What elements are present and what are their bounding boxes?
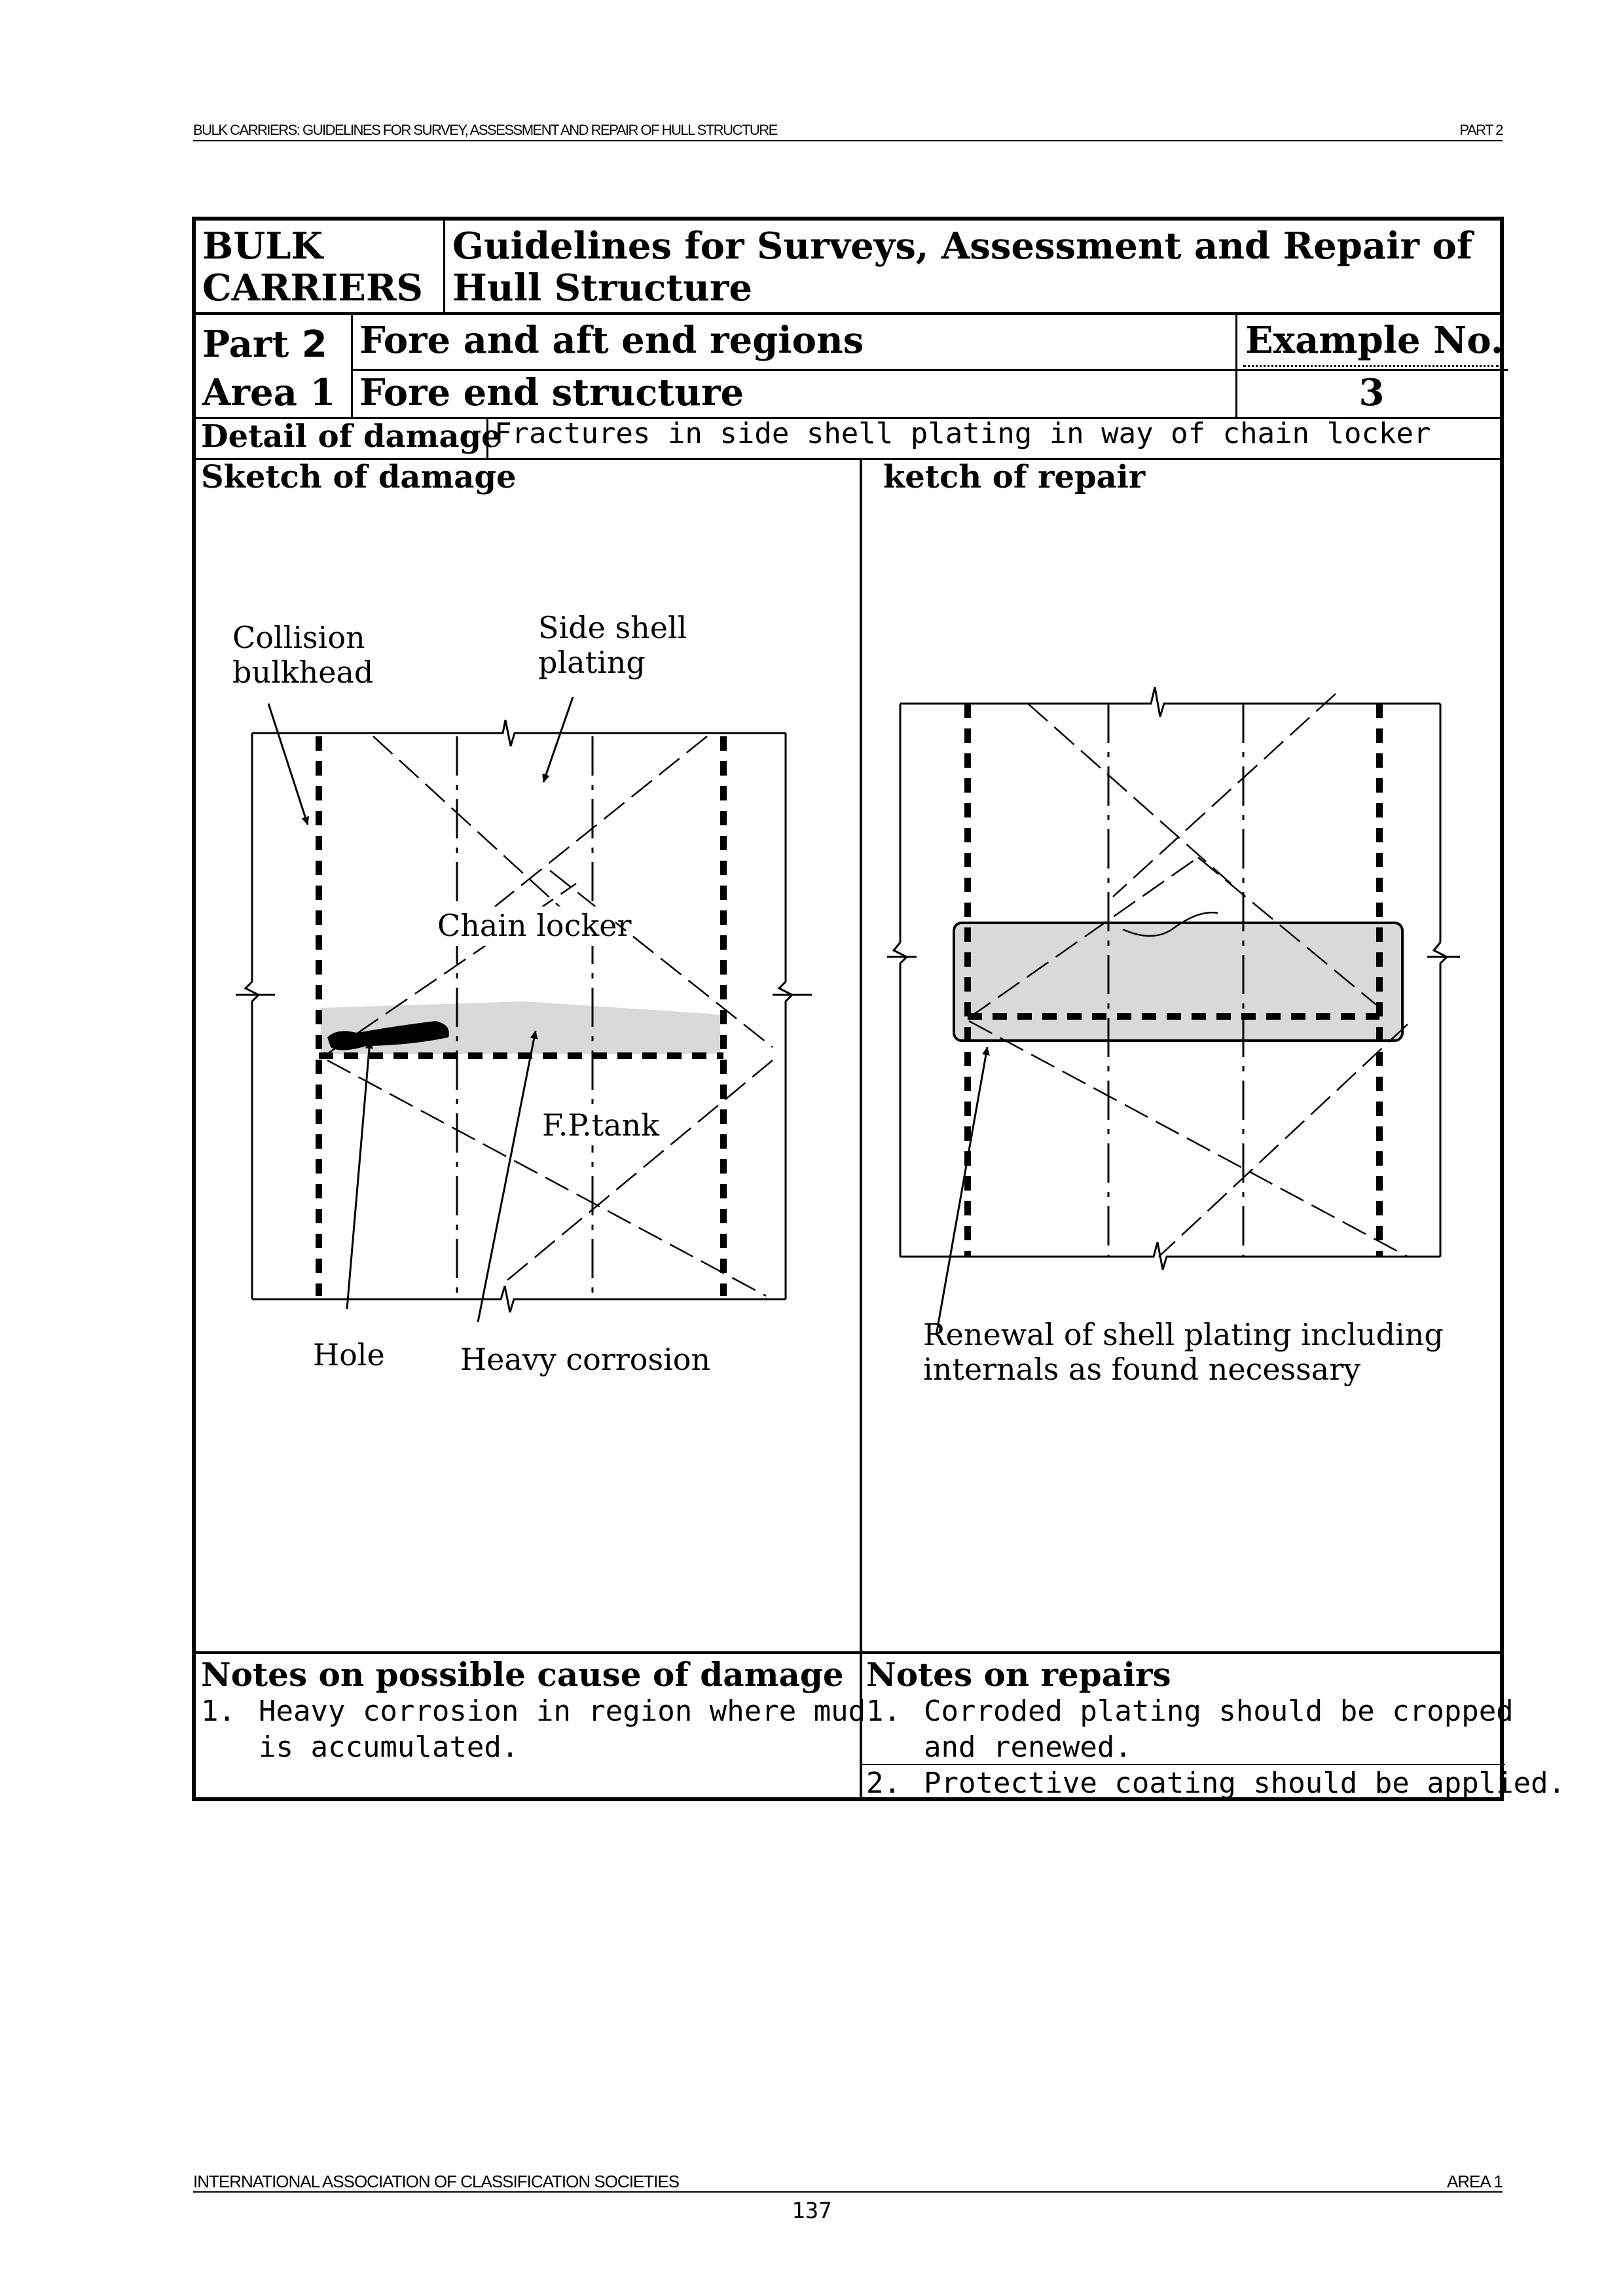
label-hole: Hole xyxy=(313,1337,385,1372)
label-renewal-2: internals as found necessary xyxy=(923,1352,1361,1387)
header-part: PART 2 xyxy=(1459,122,1503,138)
repair-leader xyxy=(936,1047,987,1335)
running-footer xyxy=(193,2172,1503,2193)
label-collision-bulkhead-2: bulkhead xyxy=(232,655,374,690)
repair-sketch xyxy=(887,687,1460,1387)
footer-organisation: INTERNATIONAL ASSOCIATION OF CLASSIFICATION SOCIETIES xyxy=(193,2172,680,2191)
label-chain-locker: Chain locker xyxy=(437,908,632,943)
label-renewal-1: Renewal of shell plating including xyxy=(923,1317,1444,1352)
area-label: Area 1 xyxy=(202,371,336,414)
cause-note-1-number: 1. xyxy=(201,1695,236,1728)
header-title: BULK CARRIERS: GUIDELINES FOR SURVEY, ASSESSMENT AND REPAIR OF HULL STRUCTURE xyxy=(193,122,777,138)
repair-note-1-number: 1. xyxy=(866,1695,901,1728)
area-title: Fore end structure xyxy=(359,371,744,414)
org-name-line1: BULK xyxy=(202,224,323,268)
sketch-of-repair-label: ketch of repair xyxy=(883,459,1146,495)
label-heavy-corrosion: Heavy corrosion xyxy=(460,1342,711,1377)
label-fp-tank: F.P.tank xyxy=(542,1107,660,1143)
repair-note-1-line1: Corroded plating should be cropped xyxy=(924,1695,1514,1728)
repair-note-1-line2: and renewed. xyxy=(924,1731,1132,1764)
page-number: 137 xyxy=(792,2198,832,2224)
part-title: Fore and aft end regions xyxy=(359,319,864,362)
detail-of-damage-text: Fractures in side shell plating in way of chain locker xyxy=(494,417,1431,450)
cause-note-1-line1: Heavy corrosion in region where mud xyxy=(259,1695,866,1728)
cause-note-1-line2: is accumulated. xyxy=(259,1731,519,1764)
sketch-of-damage-label: Sketch of damage xyxy=(201,459,517,495)
renewal-plate xyxy=(954,923,1402,1041)
corrosion-area xyxy=(321,1001,720,1054)
part-number: 2 xyxy=(301,323,327,366)
detail-of-damage-label: Detail of damage xyxy=(201,418,501,455)
example-number: 3 xyxy=(1359,371,1385,414)
label-side-shell-1: Side shell xyxy=(538,610,687,645)
org-name-line2: CARRIERS xyxy=(202,266,423,310)
label-side-shell-2: plating xyxy=(538,645,646,680)
repair-note-2-number: 2. xyxy=(866,1767,901,1800)
footer-area: AREA 1 xyxy=(1446,2172,1503,2191)
part-label-word: Part xyxy=(202,323,289,366)
document-title-line2: Hull Structure xyxy=(452,266,753,310)
notes-cause-label: Notes on possible cause of damage xyxy=(201,1655,844,1694)
example-label: Example No. xyxy=(1245,319,1504,362)
document-title-line1: Guidelines for Surveys, Assessment and Repair of xyxy=(452,224,1472,268)
repair-note-2-line1: Protective coating should be applied. xyxy=(924,1767,1566,1800)
label-collision-bulkhead-1: Collision xyxy=(232,620,365,655)
notes-repairs-label: Notes on repairs xyxy=(866,1655,1171,1694)
damage-sketch xyxy=(232,610,812,1377)
